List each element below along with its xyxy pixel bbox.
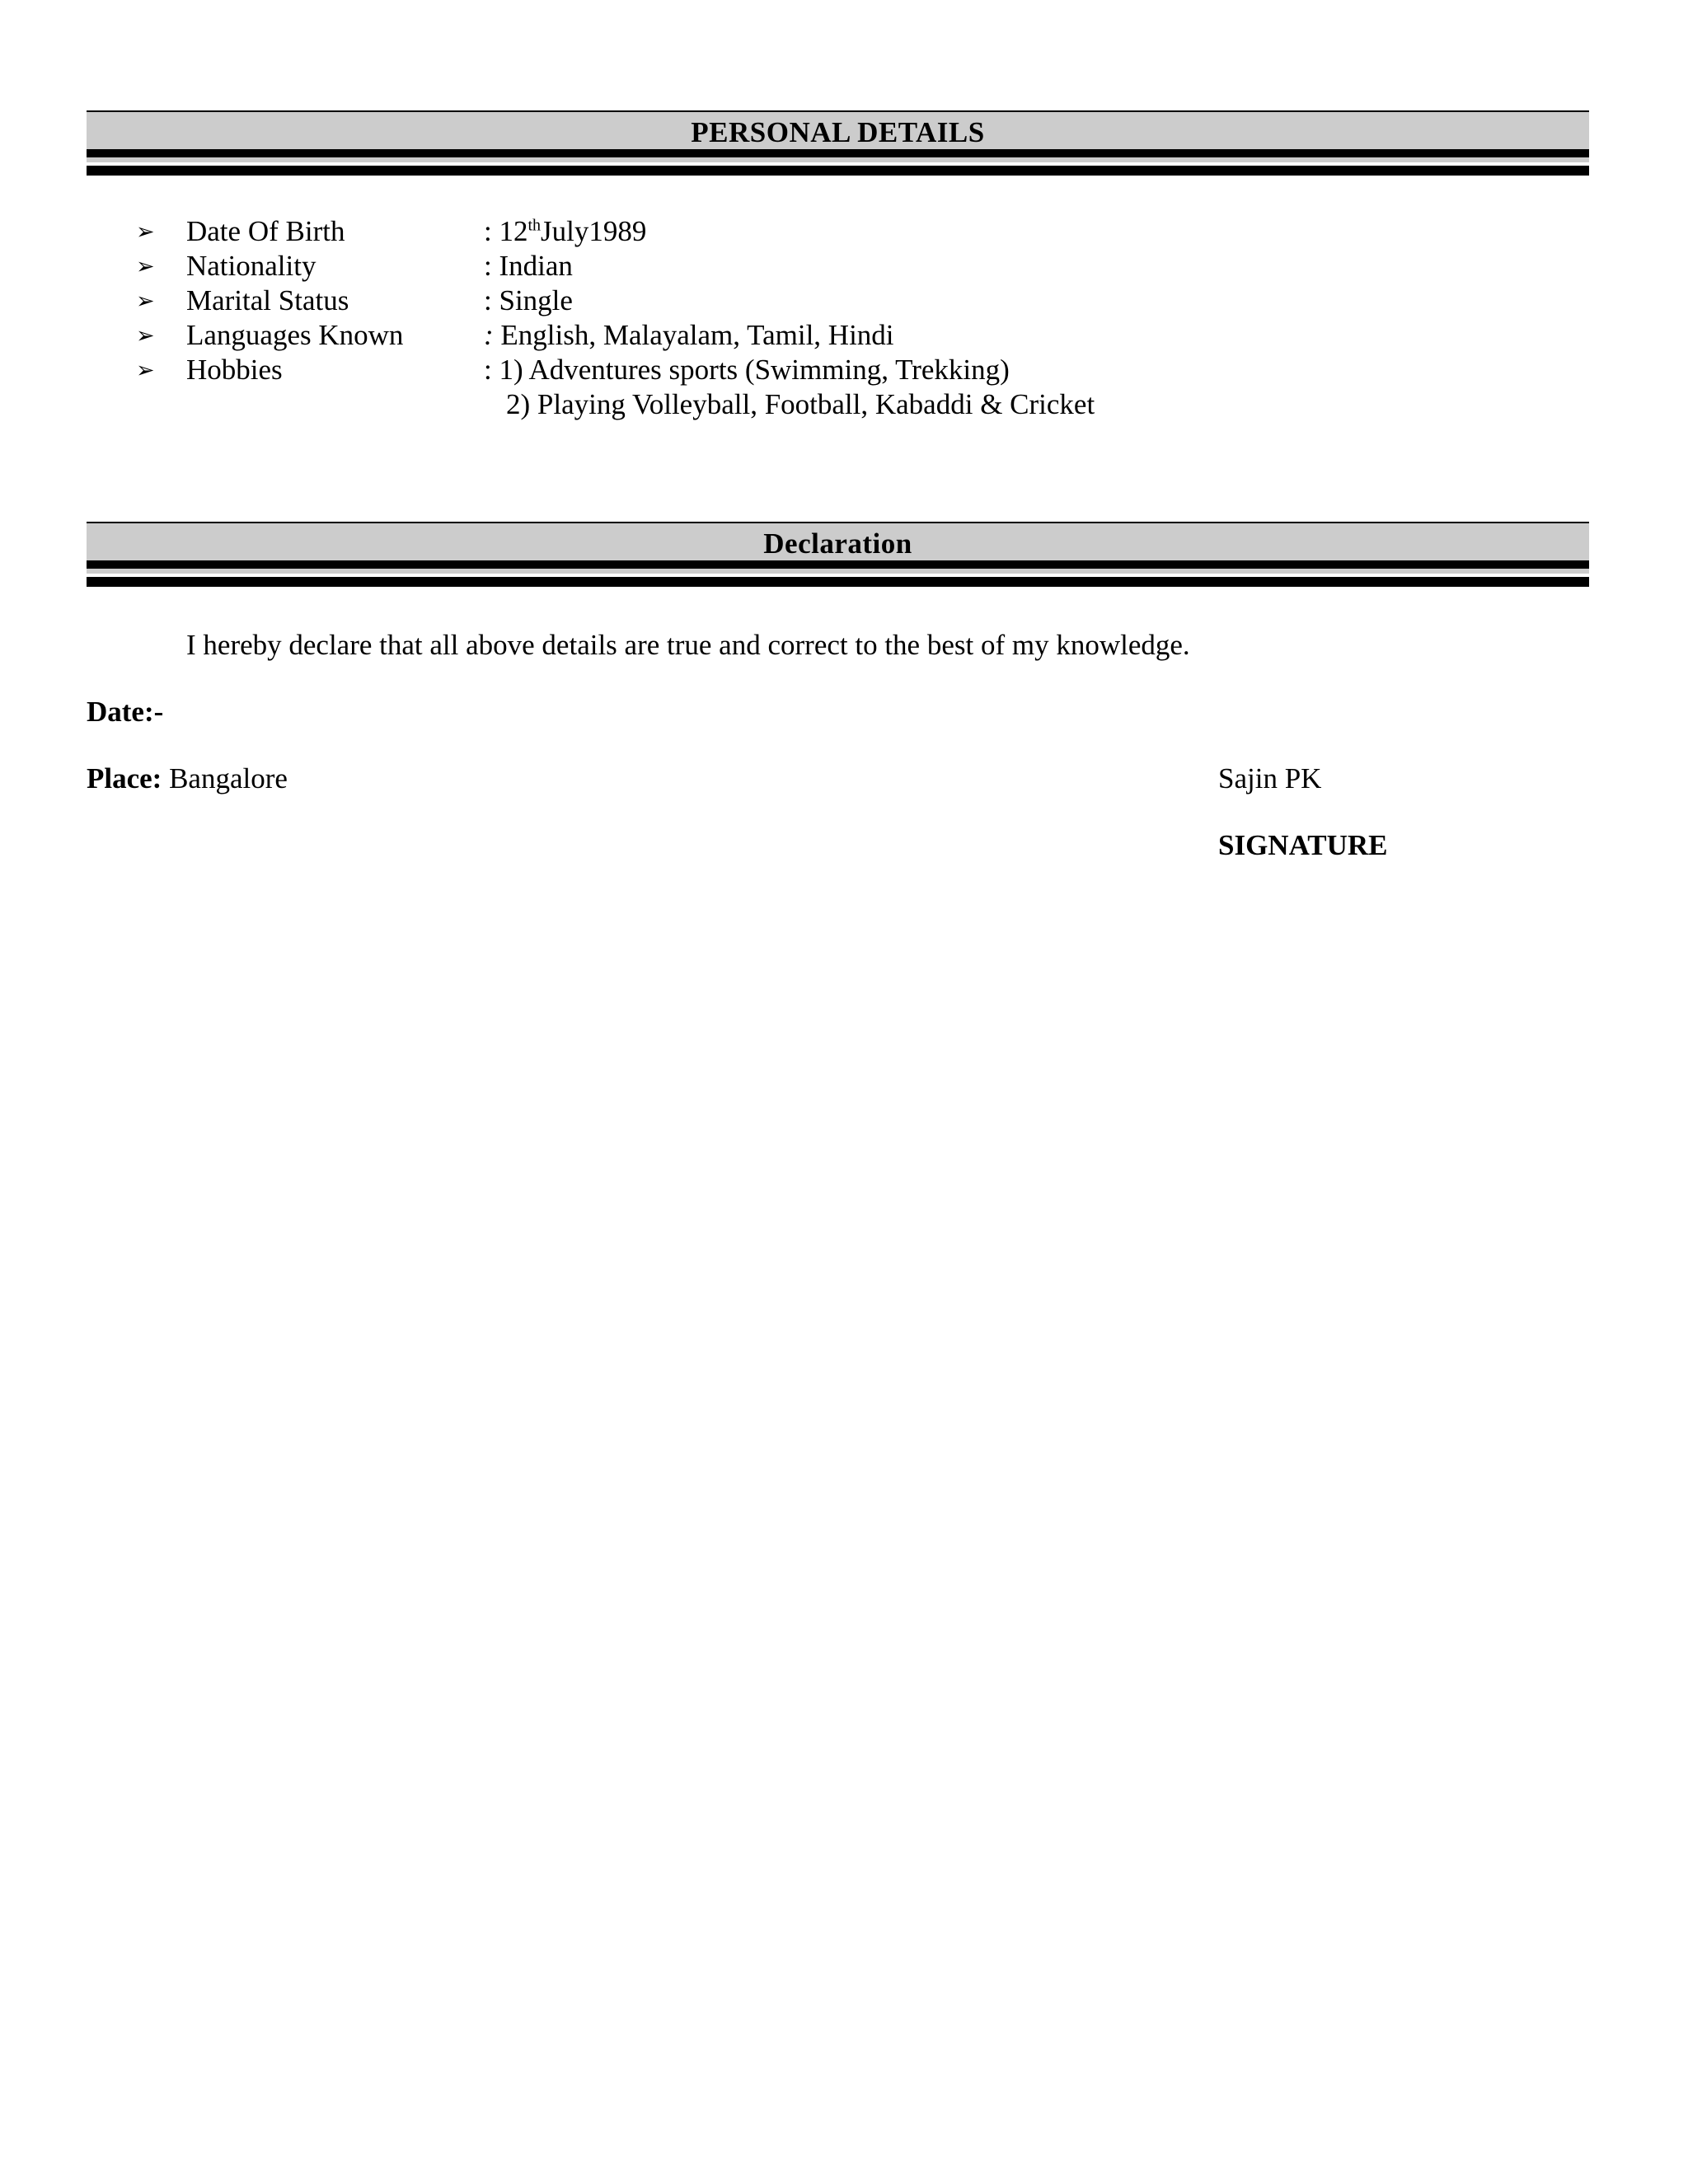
- personal-details-header: [87, 110, 1589, 182]
- place-label: Place:: [87, 762, 162, 794]
- arrow-bullet-icon: ➢: [136, 254, 155, 279]
- detail-row-hobbies: [0, 353, 1566, 387]
- declaration-header: [87, 522, 1589, 593]
- declaration-header-bar: [87, 522, 1589, 560]
- dob-value: : 12thJuly1989: [484, 215, 647, 247]
- hobbies-value-line1: : 1) Adventures sports (Swimming, Trekking): [484, 354, 1010, 386]
- declaration-title: Declaration: [763, 527, 912, 560]
- arrow-bullet-icon: ➢: [136, 288, 155, 313]
- marital-status-label: Marital Status: [186, 284, 349, 316]
- detail-row-hobbies-cont: [0, 387, 1566, 422]
- place-line: [87, 762, 288, 796]
- arrow-bullet-icon: ➢: [136, 219, 155, 244]
- hobbies-label: Hobbies: [186, 354, 283, 386]
- detail-row-dob: [0, 214, 1566, 249]
- place-value: Bangalore: [162, 762, 288, 794]
- detail-row-nationality: [0, 249, 1566, 284]
- personal-details-header-bar: [87, 110, 1589, 149]
- signer-name: Sajin PK: [1218, 762, 1322, 794]
- detail-row-languages: [0, 318, 1566, 353]
- personal-details-title: PERSONAL DETAILS: [691, 115, 985, 148]
- declaration-text: I hereby declare that all above details are true and correct to the best of my knowledge.: [186, 629, 1190, 661]
- header-rule-bottom: [87, 166, 1589, 176]
- header-rule-thick: [87, 149, 1589, 157]
- dob-label: Date Of Birth: [186, 215, 345, 247]
- arrow-bullet-icon: ➢: [136, 358, 155, 382]
- detail-row-marital-status: [0, 284, 1566, 318]
- header-rule-thick: [87, 560, 1589, 569]
- date-label: Date:-: [87, 696, 164, 728]
- hobbies-value-line2: 2) Playing Volleyball, Football, Kabaddi & Cricket: [506, 388, 1095, 420]
- nationality-label: Nationality: [186, 250, 316, 282]
- arrow-bullet-icon: ➢: [136, 323, 155, 348]
- languages-label: Languages Known: [186, 319, 404, 351]
- languages-value: : English, Malayalam, Tamil, Hindi: [484, 319, 894, 351]
- header-rule-bottom: [87, 577, 1589, 587]
- signature-label: SIGNATURE: [1218, 829, 1388, 861]
- nationality-value: : Indian: [484, 250, 573, 282]
- marital-status-value: : Single: [484, 284, 573, 316]
